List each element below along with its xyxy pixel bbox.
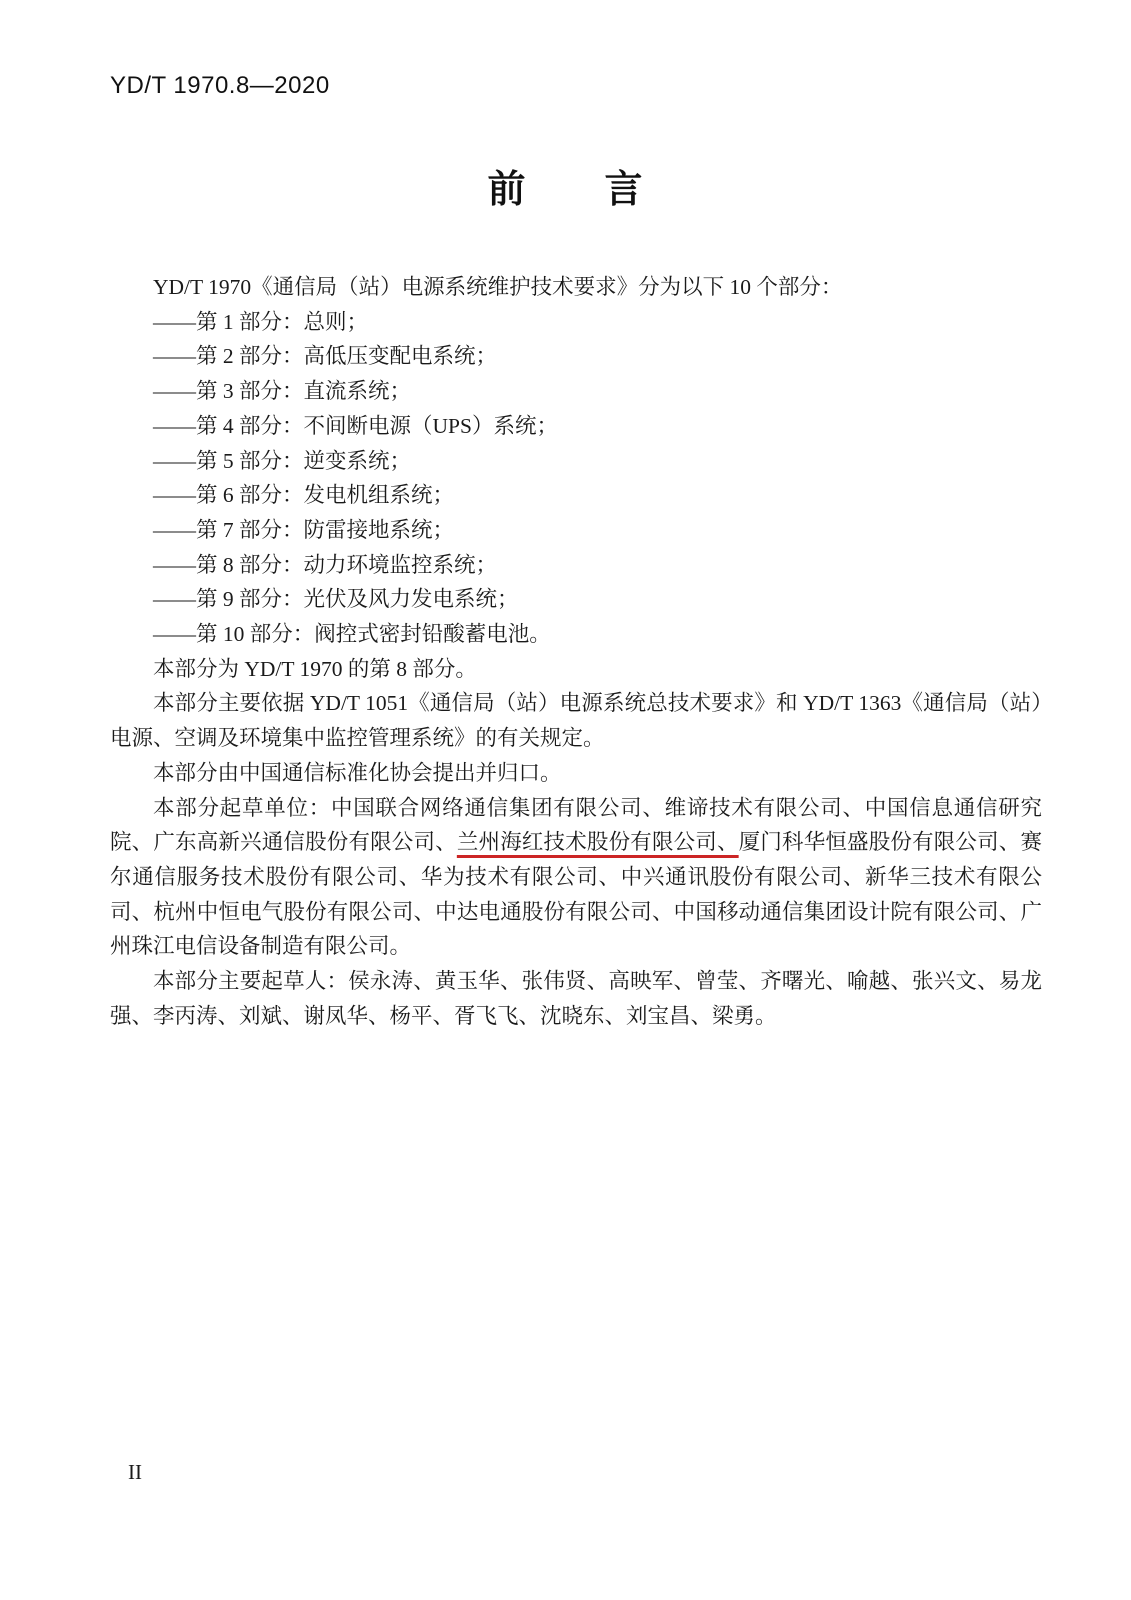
part-list-item-7: ——第 7 部分：防雷接地系统； [153, 517, 455, 542]
committee-paragraph: 本部分由中国通信标准化协会提出并归口。 [153, 760, 562, 785]
drafting-units-paragraph [110, 791, 1042, 965]
drafters-paragraph: 本部分主要起草人：侯永涛、黄玉华、张伟贤、高映军、曾莹、齐曙光、喻越、张兴文、易龙强、李丙涛、刘斌、谢凤华、杨平、胥飞飞、沈晓东、刘宝昌、梁勇。 [110, 969, 1042, 1028]
intro-paragraph: YD/T 1970《通信局（站）电源系统维护技术要求》分为以下 10 个部分： [153, 275, 843, 299]
part-list-item-1: ——第 1 部分：总则； [153, 309, 369, 334]
part-list-item-9: ——第 9 部分：光伏及风力发电系统； [153, 587, 519, 612]
foreword-body [110, 270, 1042, 1033]
part-list-item-4: ——第 4 部分：不间断电源（UPS）系统； [153, 413, 558, 438]
drafting-units-after: 厦门科华恒盛股份有限公司、赛尔通信服务技术股份有限公司、华为技术有限公司、中兴通讯股份有限公司、新华三技术有限公司、杭州中恒电气股份有限公司、中达电通股份有限公司、中国移动通信集团设计院有限公司、广州珠江电信设备制造有限公司。 [110, 830, 1042, 959]
part-list-item-3: ——第 3 部分：直流系统； [153, 379, 412, 404]
page-title: 前 言 [487, 169, 644, 211]
part-list-item-2: ——第 2 部分：高低压变配电系统； [153, 344, 498, 369]
scope-paragraph: 本部分为 YD/T 1970 的第 8 部分。 [153, 656, 477, 681]
page-number: II [128, 1460, 142, 1484]
part-list-item-8: ——第 8 部分：动力环境监控系统； [153, 552, 498, 577]
underlined-company-name: 兰州海红技术股份有限公司、 [456, 830, 739, 855]
drafting-units-before: 本部分起草单位：中国联合网络通信集团有限公司、维谛技术有限公司、中国信息通信研究院、广东高新兴通信股份有限公司、 [110, 795, 1042, 855]
part-list-item-6: ——第 6 部分：发电机组系统； [153, 483, 455, 508]
part-list-item-5: ——第 5 部分：逆变系统； [153, 448, 412, 473]
standard-number-header: YD/T 1970.8—2020 [110, 72, 330, 99]
basis-paragraph: 本部分主要依据 YD/T 1051《通信局（站）电源系统总技术要求》和 YD/T 1363《通信局（站）电源、空调及环境集中监控管理系统》的有关规定。 [110, 691, 1042, 751]
part-list-item-10: ——第 10 部分：阀控式密封铅酸蓄电池。 [153, 622, 551, 647]
